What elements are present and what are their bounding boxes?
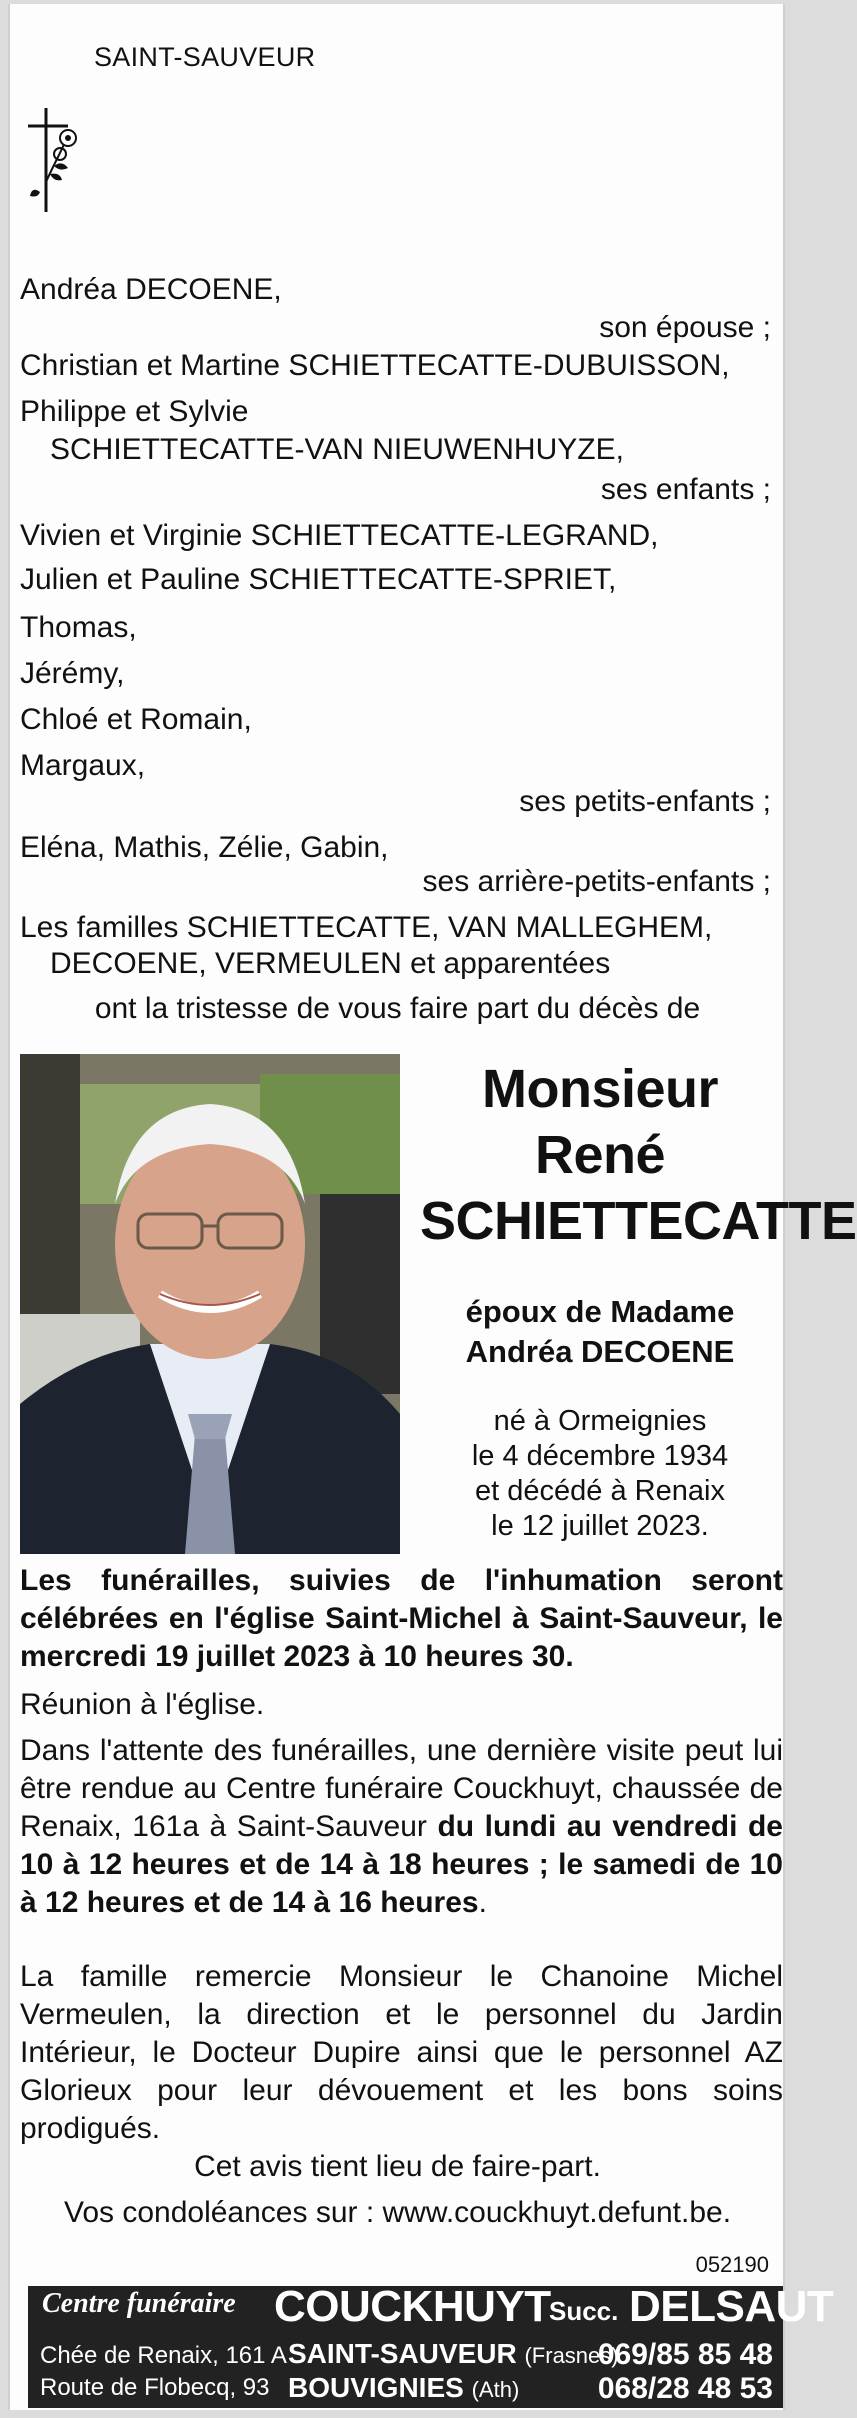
funeral-details: Les funérailles, suivies de l'inhumation seront célébrées en l'église Saint-Michel à Saint-Sauveur, le mercredi 19 juillet 2023 à 10 heures 30. (20, 1564, 783, 1673)
address-1: Chée de Renaix, 161 A (40, 2342, 287, 2369)
family-line: Les familles SCHIETTECATTE, VAN MALLEGHEM, (20, 911, 713, 944)
cross-with-rose-icon (24, 104, 94, 214)
family-line: Julien et Pauline SCHIETTECATTE-SPRIET, (20, 563, 617, 596)
family-line: Vivien et Virginie SCHIETTECATTE-LEGRAND, (20, 519, 659, 552)
funeral-home-label: Centre funéraire (42, 2288, 236, 2319)
city-2-note: (Ath) (471, 2377, 520, 2402)
address-2: Route de Flobecq, 93 (40, 2374, 270, 2401)
succession-label: Succ. (549, 2296, 619, 2326)
deceased-title: Monsieur (481, 1059, 719, 1119)
condolences-link[interactable]: Vos condoléances sur : www.couckhuyt.defunt.be. (63, 2196, 732, 2229)
family-line: Christian et Martine SCHIETTECATTE-DUBUISSON, (20, 349, 730, 382)
visit-hours: du lundi au vendredi de 10 à 12 heures et de 14 à 18 heures ; le samedi de 10 à 12 heures et de 14 à 16 heures (20, 1810, 783, 1919)
family-line: Andréa DECOENE, (20, 273, 282, 306)
family-line: Margaux, (20, 749, 146, 782)
family-line: SCHIETTECATTE-VAN NIEUWENHUYZE, (50, 433, 624, 466)
funeral-home-banner (28, 2282, 834, 2408)
birth-date: le 4 décembre 1934 (471, 1440, 729, 1472)
visit-text: Dans l'attente des funérailles, une dernière visite peut lui être rendue au Centre funéraire Couckhuyt, chaussée de Renaix, 161a à Saint-Sauveur (20, 1734, 783, 1843)
locality-heading: SAINT-SAUVEUR (94, 42, 316, 72)
obituary-notice (8, 4, 857, 2410)
visit-info (20, 1732, 783, 1922)
family-line: Thomas, (20, 611, 137, 644)
spouse-line: époux de Madame (465, 1294, 735, 1329)
phone-1[interactable]: 069/85 85 48 (597, 2338, 773, 2371)
announcement: ont la tristesse de vous faire part du décès de (94, 992, 701, 1025)
meeting-info: Réunion à l'église. (20, 1688, 265, 1721)
family-relation: ses arrière-petits-enfants ; (422, 865, 771, 898)
notice-text: Cet avis tient lieu de faire-part. (194, 2150, 601, 2183)
portrait-photo (20, 1054, 400, 1554)
thanks-text: La famille remercie Monsieur le Chanoine Michel Vermeulen, la direction et le personnel du Jardin Intérieur, le Docteur Dupire ainsi que le personnel AZ Glorieux pour leur dévouement et les bons soins prodigués. (20, 1960, 783, 2145)
family-line: Chloé et Romain, (20, 703, 252, 736)
family-line: Jérémy, (20, 657, 125, 690)
deceased-block (420, 1056, 857, 1544)
birth-place: né à Ormeignies (493, 1405, 707, 1437)
family-line: DECOENE, VERMEULEN et apparentées (50, 947, 611, 980)
family-line: Eléna, Mathis, Zélie, Gabin, (20, 831, 389, 864)
city-1-name: SAINT-SAUVEUR (288, 2338, 517, 2369)
city-1 (288, 2338, 619, 2370)
spouse-name: Andréa DECOENE (465, 1334, 735, 1369)
death-date: le 12 juillet 2023. (491, 1510, 709, 1542)
family-relation: son épouse ; (599, 311, 771, 344)
visit-end: . (478, 1886, 487, 1919)
family-relation: ses enfants ; (600, 473, 771, 506)
successor-name: DELSAUT (629, 2282, 834, 2331)
funeral-home-brand: COUCKHUYT (274, 2282, 551, 2331)
reference-number: 052190 (695, 2252, 769, 2277)
death-place: et décédé à Renaix (475, 1475, 725, 1507)
city-2 (288, 2372, 519, 2404)
deceased-last-name: SCHIETTECATTE (420, 1191, 857, 1251)
phone-2[interactable]: 068/28 48 53 (597, 2372, 773, 2405)
city-1-note: (Frasnes) (524, 2343, 619, 2368)
deceased-first-name: René (534, 1125, 666, 1185)
city-2-name: BOUVIGNIES (288, 2372, 464, 2403)
family-line: Philippe et Sylvie (20, 395, 249, 428)
family-relation: ses petits-enfants ; (519, 785, 771, 818)
